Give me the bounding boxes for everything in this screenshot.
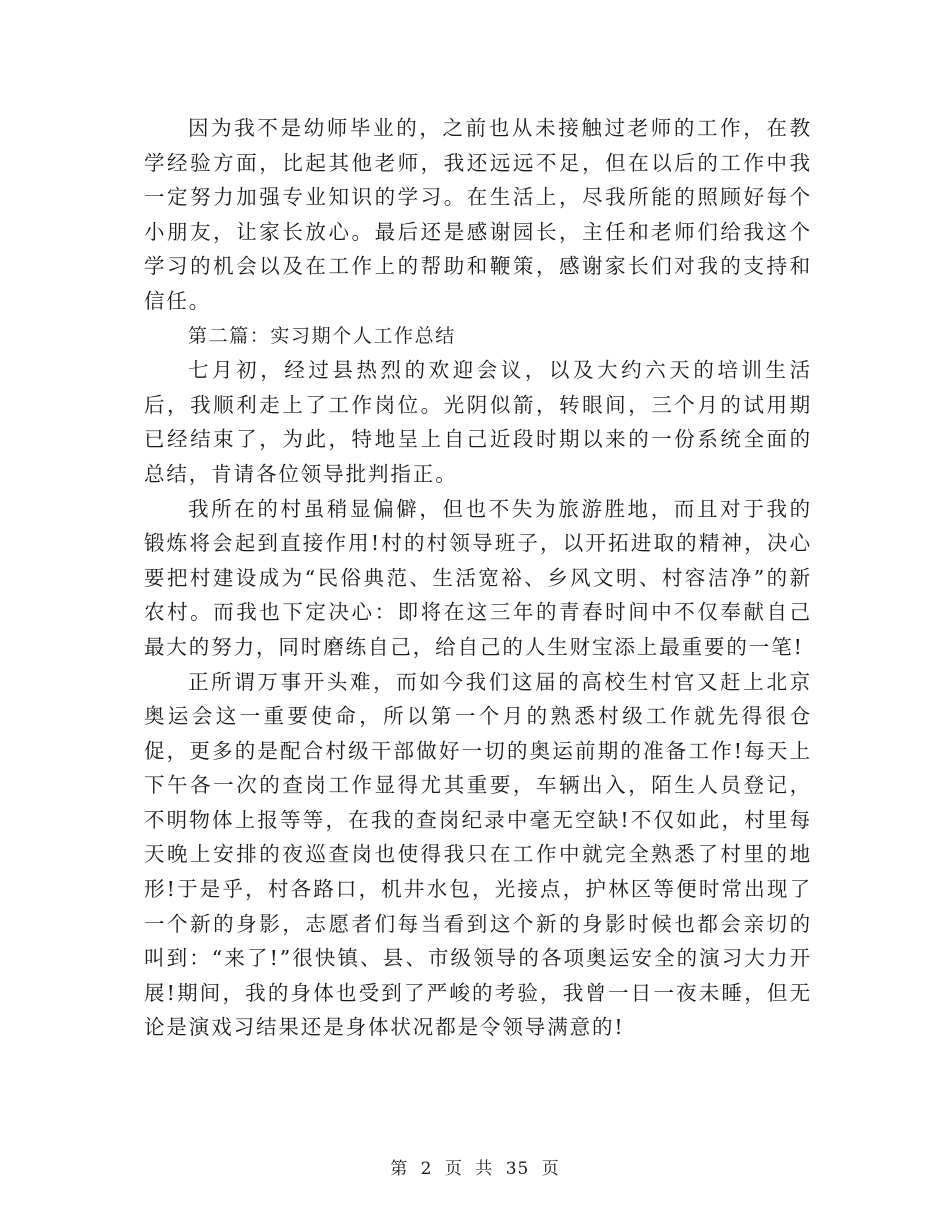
- section-heading: 第二篇：实习期个人工作总结: [188, 324, 456, 347]
- paragraph-2: 七月初，经过县热烈的欢迎会议，以及大约六天的培训生活后，我顺利走上了工作岗位。光阴似箭，转眼间，三个月的试用期已经结束了，为此，特地呈上自己近段时期以来的一份系统全面的总结，肯请各位领导批判指正。: [144, 358, 812, 486]
- page-number-footer: 第 2 页 共 35 页: [390, 1159, 560, 1179]
- document-body: [144, 111, 812, 1045]
- paragraph-1: 因为我不是幼师毕业的，之前也从未接触过老师的工作，在教学经验方面，比起其他老师，我还远远不足，但在以后的工作中我一定努力加强专业知识的学习。在生活上，尽我所能的照顾好每个小朋友，让家长放心。最后还是感谢园长，主任和老师们给我这个学习的机会以及在工作上的帮助和鞭策，感谢家长们对我的支持和信任。: [144, 116, 812, 313]
- paragraph-3: 我所在的村虽稍显偏僻，但也不失为旅游胜地，而且对于我的锻炼将会起到直接作用!村的村领导班子，以开拓进取的精神，决心要把村建设成为“民俗典范、生活宽裕、乡风文明、村容洁净”的新农村。而我也下定决心：即将在这三年的青春时间中不仅奉献自己最大的努力，同时磨练自己，给自己的人生财宝添上最重要的一笔!: [144, 496, 812, 659]
- paragraph-4: 正所谓万事开头难，而如今我们这届的高校生村官又赶上北京奥运会这一重要使命，所以第一个月的熟悉村级工作就先得很仓促，更多的是配合村级干部做好一切的奥运前期的准备工作!每天上下午各一次的查岗工作显得尤其重要，车辆出入，陌生人员登记，不明物体上报等等，在我的查岗纪录中毫无空缺!不仅如此，村里每天晚上安排的夜巡查岗也使得我只在工作中就完全熟悉了村里的地形!于是乎，村各路口，机井水包，光接点，护林区等便时常出现了一个新的身影，志愿者们每当看到这个新的身影时候也都会亲切的叫到：“来了!”很快镇、县、市级领导的各项奥运安全的演习大力开展!期间，我的身体也受到了严峻的考验，我曾一日一夜未睡，但无论是演戏习结果还是身体状况都是令领导满意的!: [144, 669, 812, 1040]
